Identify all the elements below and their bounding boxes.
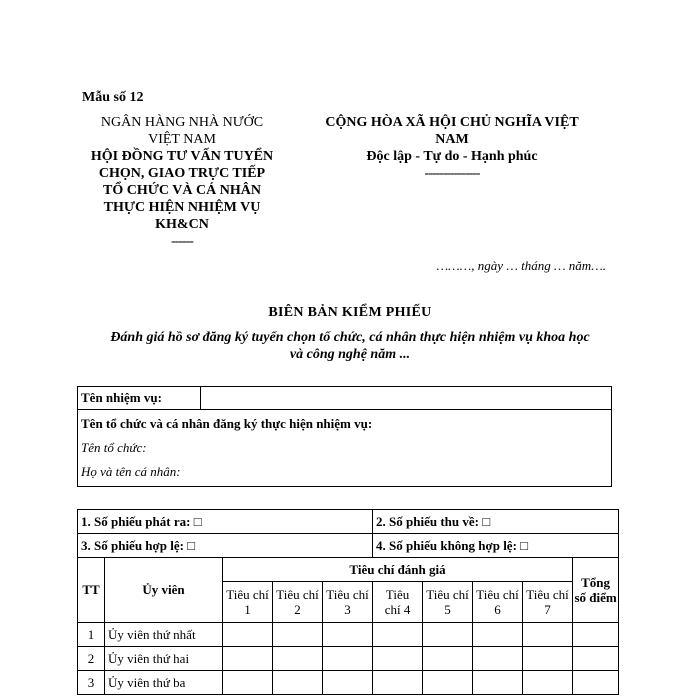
table-row — [78, 647, 619, 671]
criterion-header: Tiêu chí 2 — [273, 582, 323, 623]
criterion-header: Tiêu chí 5 — [423, 582, 473, 623]
task-name-field[interactable] — [201, 387, 612, 410]
date-line: ………, ngày … tháng … năm…. — [436, 258, 606, 273]
score-cell[interactable] — [323, 623, 373, 647]
score-cell[interactable] — [473, 647, 523, 671]
issuing-authority — [82, 114, 282, 250]
ballots-valid: 3. Số phiếu hợp lệ: □ — [78, 534, 373, 558]
member-name: Ủy viên thứ nhất — [105, 623, 223, 647]
task-info-table — [77, 386, 612, 487]
score-cell[interactable] — [223, 623, 273, 647]
table-row — [78, 671, 619, 695]
council-name-line5: KH&CN — [155, 217, 209, 232]
council-name-line2: CHỌN, GIAO TRỰC TIẾP — [98, 166, 266, 181]
subtitle-line1: Đánh giá hồ sơ đăng ký tuyển chọn tổ chức, cá nhân thực hiện nhiệm vụ khoa học — [110, 330, 590, 345]
individual-name-label: Họ và tên cá nhân: — [81, 464, 181, 479]
table-row — [78, 623, 619, 647]
row-number: 2 — [78, 647, 105, 671]
score-cell[interactable] — [423, 623, 473, 647]
score-cell[interactable] — [273, 647, 323, 671]
score-cell[interactable] — [223, 671, 273, 695]
applicants-block — [78, 410, 612, 487]
score-cell[interactable] — [373, 647, 423, 671]
criterion-header: Tiêu chí 4 — [373, 582, 423, 623]
ballots-invalid: 4. Số phiếu không hợp lệ: □ — [373, 534, 619, 558]
score-cell[interactable] — [373, 671, 423, 695]
country-name-line2: NAM — [435, 132, 469, 147]
criterion-header: Tiêu chí 7 — [523, 582, 573, 623]
ballots-issued: 1. Số phiếu phát ra: □ — [78, 510, 373, 534]
score-cell[interactable] — [273, 623, 323, 647]
country-name-line1: CỘNG HÒA XÃ HỘI CHỦ NGHĨA VIỆT — [325, 115, 579, 130]
document-subtitle — [80, 329, 620, 363]
bank-name-line1: NGÂN HÀNG NHÀ NƯỚC — [100, 115, 264, 130]
col-header-total: Tổng số điểm — [573, 558, 619, 623]
score-cell[interactable] — [373, 623, 423, 647]
score-cell[interactable] — [523, 647, 573, 671]
criterion-header: Tiêu chí 6 — [473, 582, 523, 623]
document-title: BIÊN BẢN KIỂM PHIẾU — [268, 305, 432, 320]
score-cell[interactable] — [523, 623, 573, 647]
score-cell[interactable] — [473, 623, 523, 647]
score-cell[interactable] — [323, 647, 373, 671]
right-header-rule: --------------- — [424, 166, 480, 181]
ballots-received: 2. Số phiếu thu về: □ — [373, 510, 619, 534]
organization-name-label: Tên tổ chức: — [81, 440, 147, 455]
council-name-line4: THỰC HIỆN NHIỆM VỤ — [103, 200, 261, 215]
criterion-header: Tiêu chí 3 — [323, 582, 373, 623]
total-cell[interactable] — [573, 647, 619, 671]
criterion-header: Tiêu chí 1 — [223, 582, 273, 623]
applicants-label: Tên tổ chức và cá nhân đăng ký thực hiện nhiệm vụ: — [81, 416, 373, 431]
score-cell[interactable] — [423, 647, 473, 671]
score-cell[interactable] — [273, 671, 323, 695]
national-header — [312, 114, 592, 182]
score-cell[interactable] — [523, 671, 573, 695]
row-number: 3 — [78, 671, 105, 695]
left-header-rule: ------ — [171, 234, 193, 249]
row-number: 1 — [78, 623, 105, 647]
score-cell[interactable] — [473, 671, 523, 695]
score-cell[interactable] — [223, 647, 273, 671]
vote-count-table — [77, 509, 619, 695]
col-header-tt: TT — [78, 558, 105, 623]
council-name-line3: TỔ CHỨC VÀ CÁ NHÂN — [103, 183, 261, 198]
total-cell[interactable] — [573, 623, 619, 647]
member-name: Ủy viên thứ ba — [105, 671, 223, 695]
score-cell[interactable] — [323, 671, 373, 695]
subtitle-line2: và công nghệ năm ... — [289, 347, 411, 362]
member-name: Ủy viên thứ hai — [105, 647, 223, 671]
total-cell[interactable] — [573, 671, 619, 695]
form-number: Mẫu số 12 — [82, 90, 144, 105]
national-motto: Độc lập - Tự do - Hạnh phúc — [366, 149, 538, 164]
col-header-criteria: Tiêu chí đánh giá — [223, 558, 573, 582]
council-name-line1: HỘI ĐỒNG TƯ VẤN TUYỂN — [90, 149, 274, 164]
score-cell[interactable] — [423, 671, 473, 695]
col-header-member: Ủy viên — [105, 558, 223, 623]
bank-name-line2: VIỆT NAM — [148, 132, 216, 147]
task-name-label: Tên nhiệm vụ: — [78, 387, 201, 410]
